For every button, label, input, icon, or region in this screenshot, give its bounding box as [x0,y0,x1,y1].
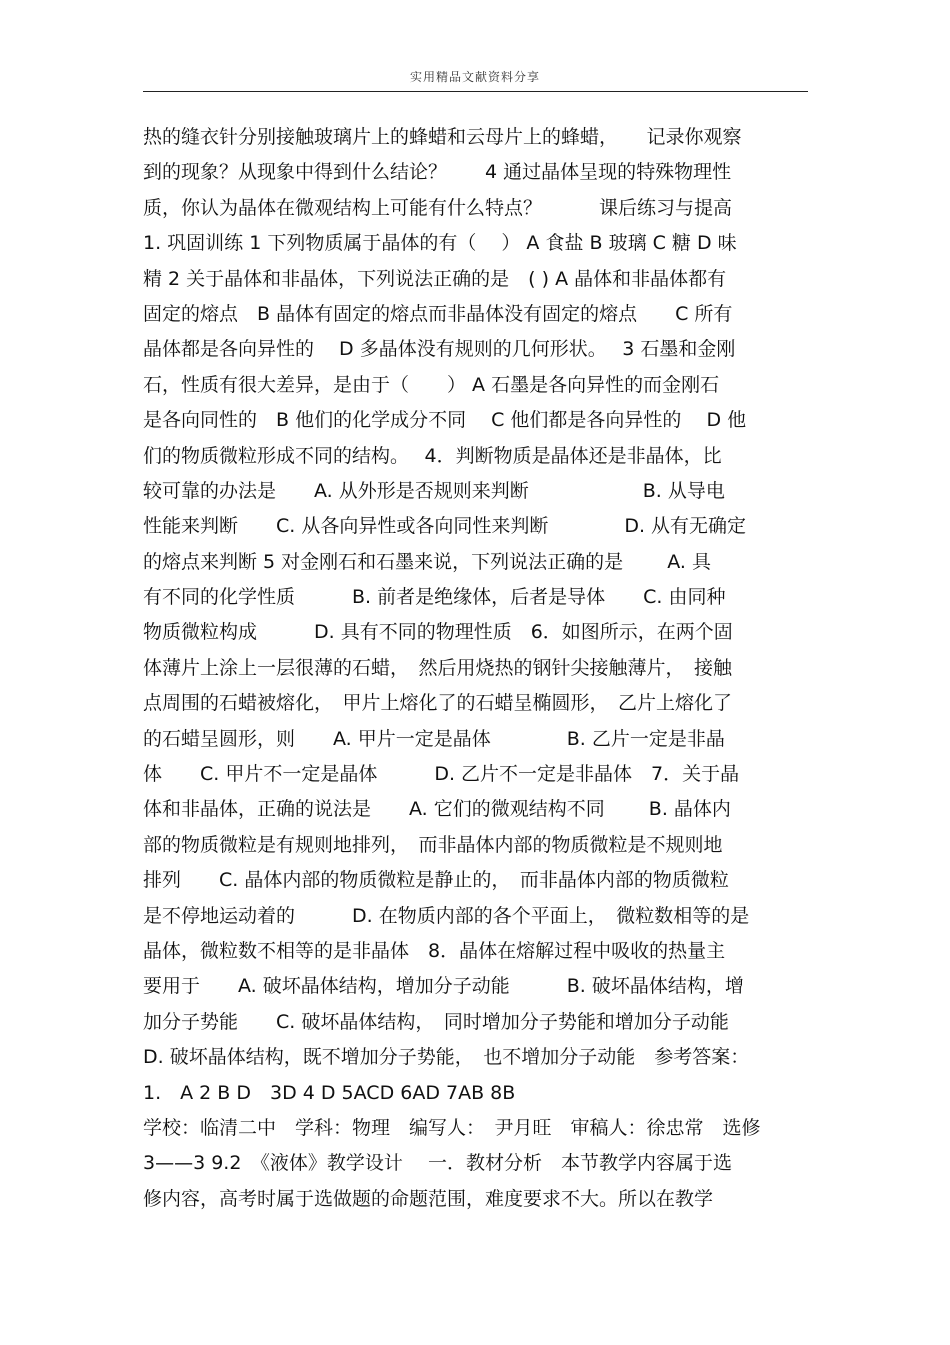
page-header-title: 实用精品文献资料分享 [409,70,540,84]
text-line: 是不停地运动着的 D. 在物质内部的各个平面上， 微粒数相等的是 [143,904,750,927]
text-line: 到的现象？从现象中得到什么结论？ 4 通过晶体呈现的特殊物理性 [143,161,732,184]
text-line: 热的缝衣针分别接触玻璃片上的蜂蜡和云母片上的蜂蜡， 记录你观察 [143,126,742,148]
text-line: 精 2 关于晶体和非晶体，下列说法正确的是 ( ) A 晶体和非晶体都有 [143,267,727,290]
text-line: 有不同的化学性质 B. 前者是绝缘体，后者是导体 C. 由同种 [143,586,726,609]
answer-key-line: 1. A 2 B D 3D 4 D 5ACD 6AD 7AB 8B [143,1081,516,1104]
text-line: 较可靠的办法是 A. 从外形是否规则来判断 B. 从导电 [143,479,725,502]
text-line: 是各向同性的 B 他们的化学成分不同 C 他们都是各向异性的 D 他 [143,409,747,432]
text-line: 晶体都是各向异性的 D 多晶体没有规则的几何形状。 3 石墨和金刚 [143,338,736,361]
text-line: 们的物质微粒形成不同的结构。 4．判断物质是晶体还是非晶体，比 [143,444,722,467]
text-line: 排列 C. 晶体内部的物质微粒是静止的， 而非晶体内部的物质微粒 [143,869,729,892]
text-line: 晶体，微粒数不相等的是非晶体 8．晶体在熔解过程中吸收的热量主 [143,939,726,962]
text-line: 点周围的石蜡被熔化， 甲片上熔化了的石蜡呈椭圆形， 乙片上熔化了 [143,692,733,715]
header-divider [143,91,808,92]
text-line: D. 破坏晶体结构，既不增加分子势能， 也不增加分子动能 参考答案： [143,1046,750,1069]
text-line: 学校：临清二中 学科：物理 编写人： 尹月旺 审稿人：徐忠常 选修 [143,1116,761,1139]
text-line: 要用于 A. 破坏晶体结构，增加分子动能 B. 破坏晶体结构，增 [143,975,744,998]
text-line: 3——3 9.2 《液体》教学设计 一．教材分析 本节教学内容属于选 [143,1152,732,1175]
text-line: 石，性质有很大差异，是由于（ ） A 石墨是各向异性的而金刚石 [143,373,720,396]
text-line: 体薄片上涂上一层很薄的石蜡， 然后用烧热的钢针尖接触薄片， 接触 [143,656,733,679]
document-body [143,120,808,1217]
text-line: 固定的熔点 B 晶体有固定的熔点而非晶体没有固定的熔点 C 所有 [143,302,733,325]
text-line: 1. 巩固训练 1 下列物质属于晶体的有（ ） A 食盐 B 玻璃 C 糖 D 味 [143,232,737,255]
text-line: 的熔点来判断 5 对金刚石和石墨来说，下列说法正确的是 A. 具 [143,550,711,573]
text-line: 部的物质微粒是有规则地排列， 而非晶体内部的物质微粒是不规则地 [143,833,723,856]
text-line: 修内容，高考时属于选做题的命题范围，难度要求不大。所以在教学 [143,1187,714,1210]
text-line: 物质微粒构成 D. 具有不同的物理性质 6．如图所示，在两个固 [143,621,733,644]
text-line: 性能来判断 C. 从各向异性或各向同性来判断 D. 从有无确定 [143,515,747,538]
text-line: 体和非晶体，正确的说法是 A. 它们的微观结构不同 B. 晶体内 [143,798,731,821]
text-line: 体 C. 甲片不一定是晶体 D. 乙片不一定是非晶体 7．关于晶 [143,763,740,786]
text-line: 加分子势能 C. 破坏晶体结构， 同时增加分子势能和增加分子动能 [143,1010,729,1033]
text-line: 的石蜡呈圆形，则 A. 甲片一定是晶体 B. 乙片一定是非晶 [143,727,725,750]
text-line: 质，你认为晶体在微观结构上可能有什么特点？ 课后练习与提高 [143,196,733,219]
